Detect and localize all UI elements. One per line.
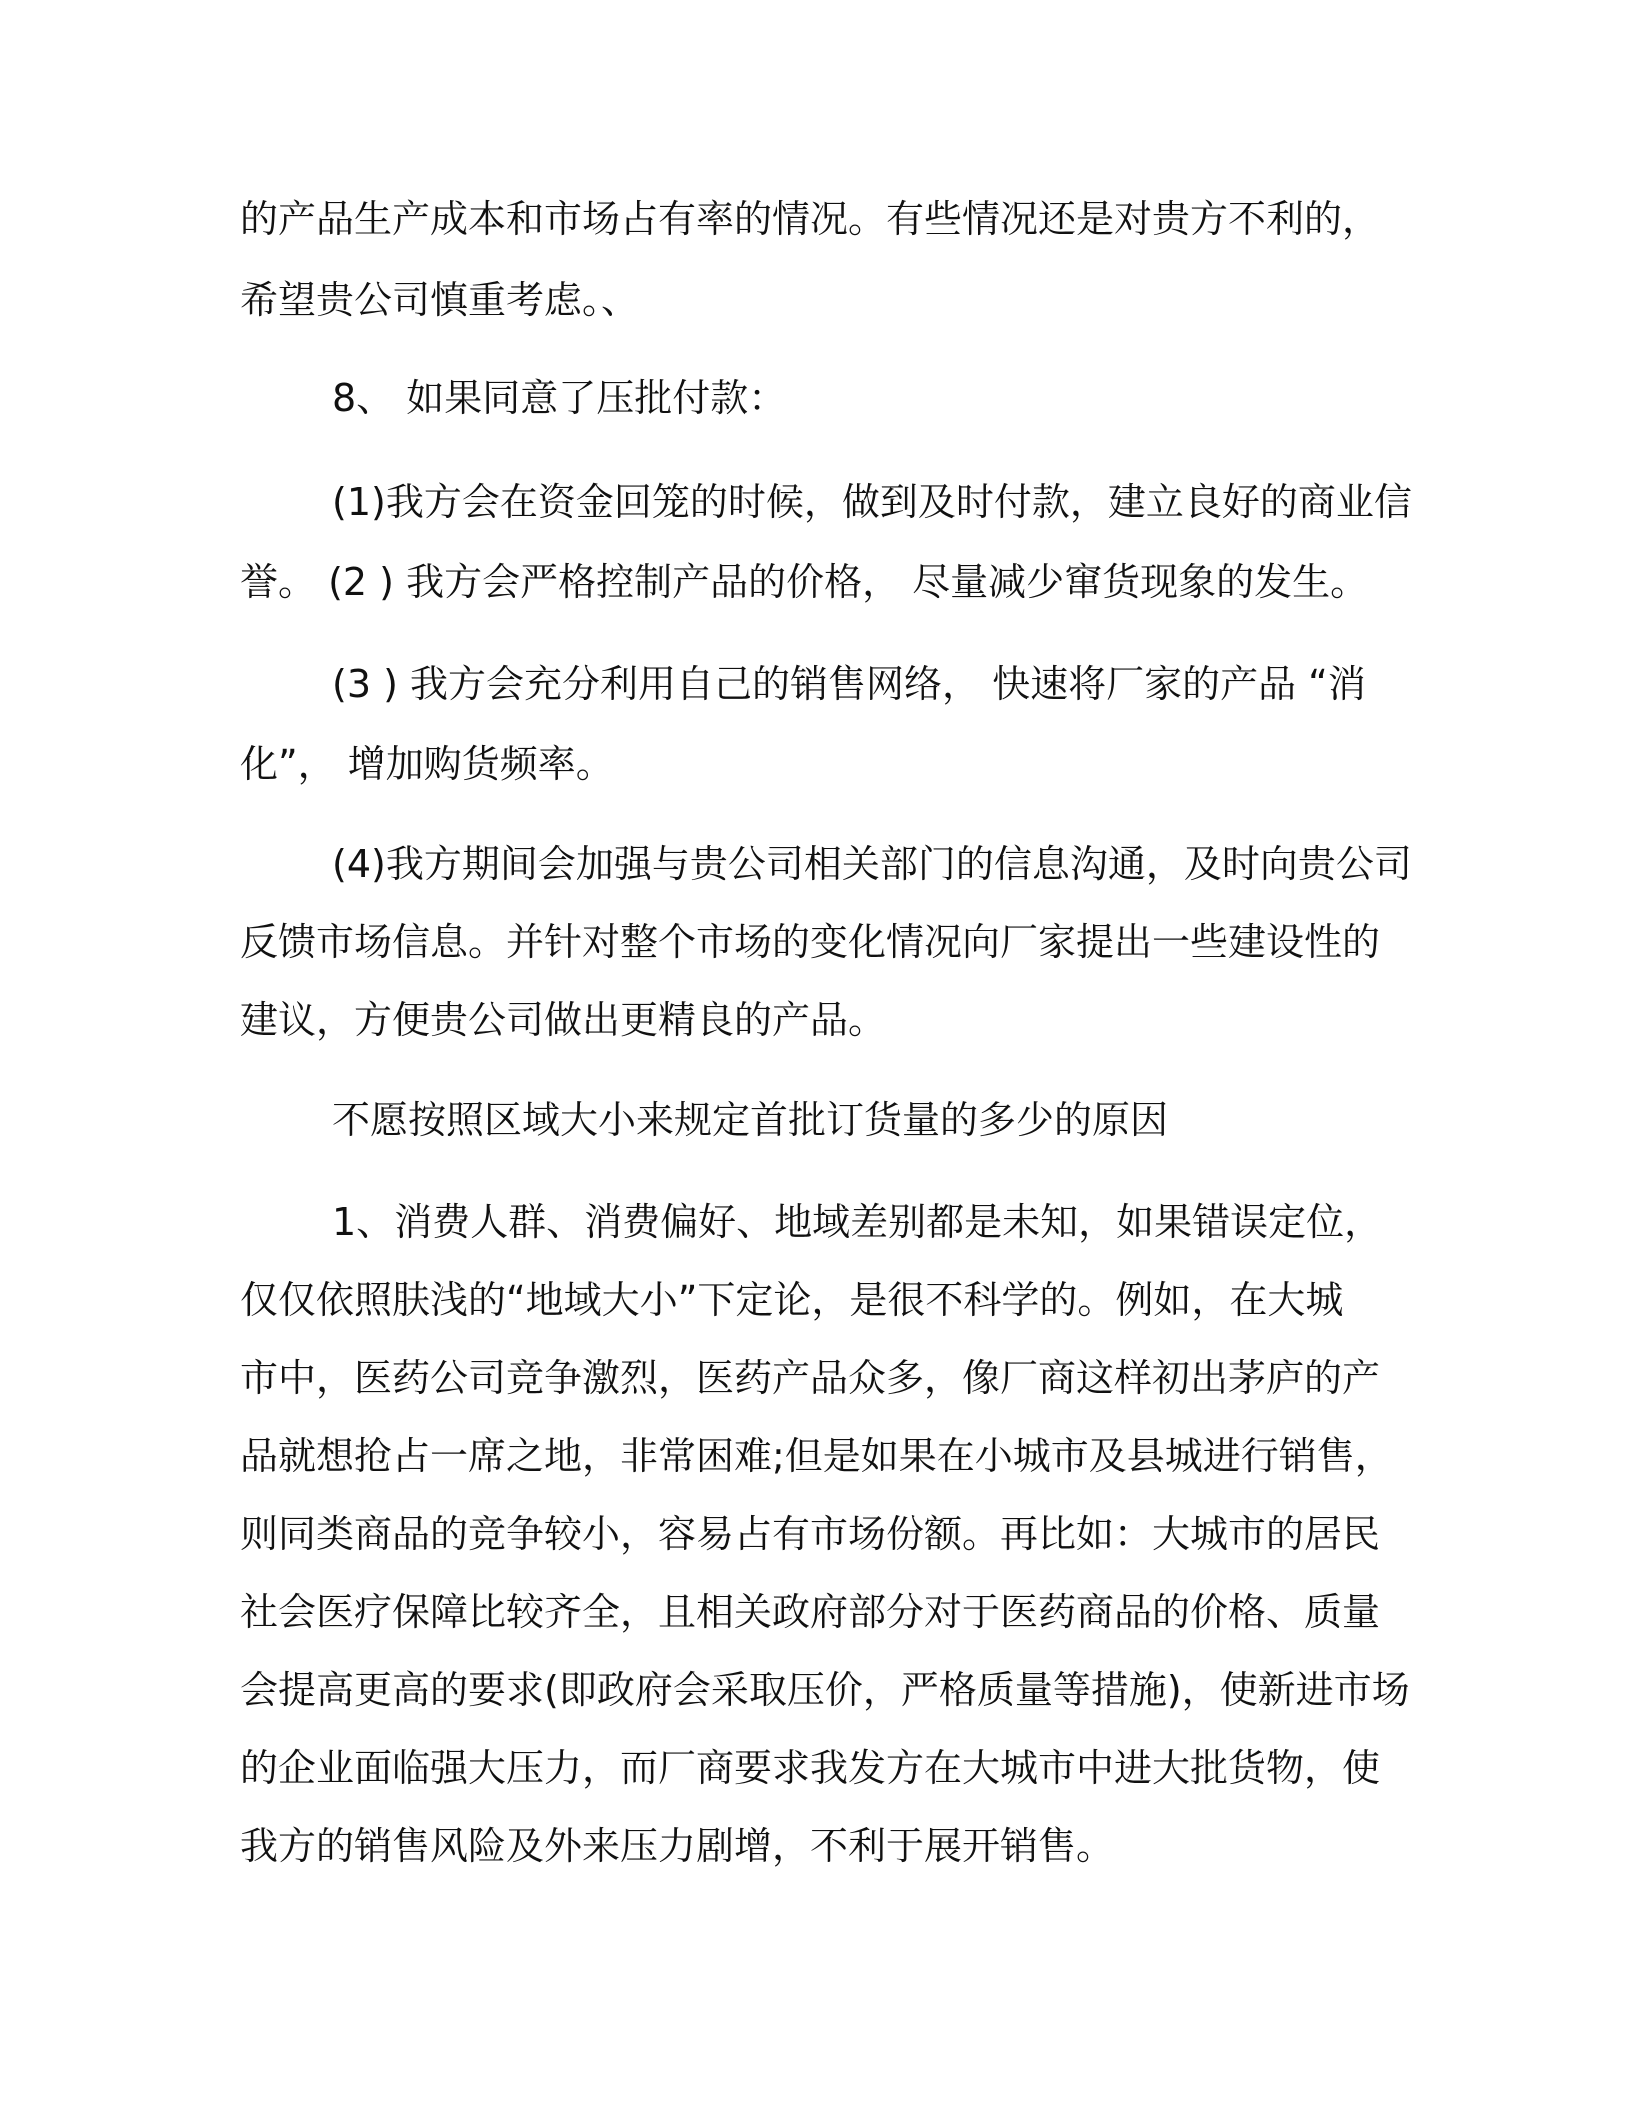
text-line: (1)我方会在资金回笼的时候，做到及时付款，建立良好的商业信 xyxy=(332,480,1412,524)
text-line: 市中，医药公司竞争激烈，医药产品众多，像厂商这样初出茅庐的产 xyxy=(240,1356,1381,1400)
text-line: (4)我方期间会加强与贵公司相关部门的信息沟通，及时向贵公司 xyxy=(332,842,1412,886)
text-line: 社会医疗保障比较齐全，且相关政府部分对于医药商品的价格、质量 xyxy=(240,1590,1381,1634)
text-line: 建议，方便贵公司做出更精良的产品。 xyxy=(240,998,887,1042)
text-line: 誉。 (2 ) 我方会严格控制产品的价格， 尽量减少窜货现象的发生。 xyxy=(240,560,1369,604)
text-line: 品就想抢占一席之地，非常困难;但是如果在小城市及县城进行销售， xyxy=(240,1434,1393,1478)
text-line: 化”， 增加购货频率。 xyxy=(240,742,614,786)
text-line: 仅仅依照肤浅的“地域大小”下定论，是很不科学的。例如，在大城 xyxy=(240,1278,1344,1322)
text-line: 的企业面临强大压力，而厂商要求我发方在大城市中进大批货物，使 xyxy=(240,1746,1381,1790)
text-line: 1、消费人群、消费偏好、地域差别都是未知，如果错误定位， xyxy=(332,1200,1383,1244)
text-line: 我方的销售风险及外来压力剧增，不利于展开销售。 xyxy=(240,1824,1115,1868)
text-line: 则同类商品的竞争较小，容易占有市场份额。再比如：大城市的居民 xyxy=(240,1512,1381,1556)
text-line: 反馈市场信息。并针对整个市场的变化情况向厂家提出一些建设性的 xyxy=(240,920,1381,964)
item-heading: 8、 如果同意了压批付款： xyxy=(332,376,787,420)
text-line: 的产品生产成本和市场占有率的情况。有些情况还是对贵方不利的， xyxy=(240,197,1381,241)
text-line: (3 ) 我方会充分利用自己的销售网络， 快速将厂家的产品 “消 xyxy=(332,662,1366,706)
section-heading: 不愿按照区域大小来规定首批订货量的多少的原因 xyxy=(332,1098,1169,1142)
text-line: 会提高更高的要求(即政府会采取压价，严格质量等措施)，使新进市场 xyxy=(240,1668,1410,1712)
text-line: 希望贵公司慎重考虑。、 xyxy=(240,278,640,322)
